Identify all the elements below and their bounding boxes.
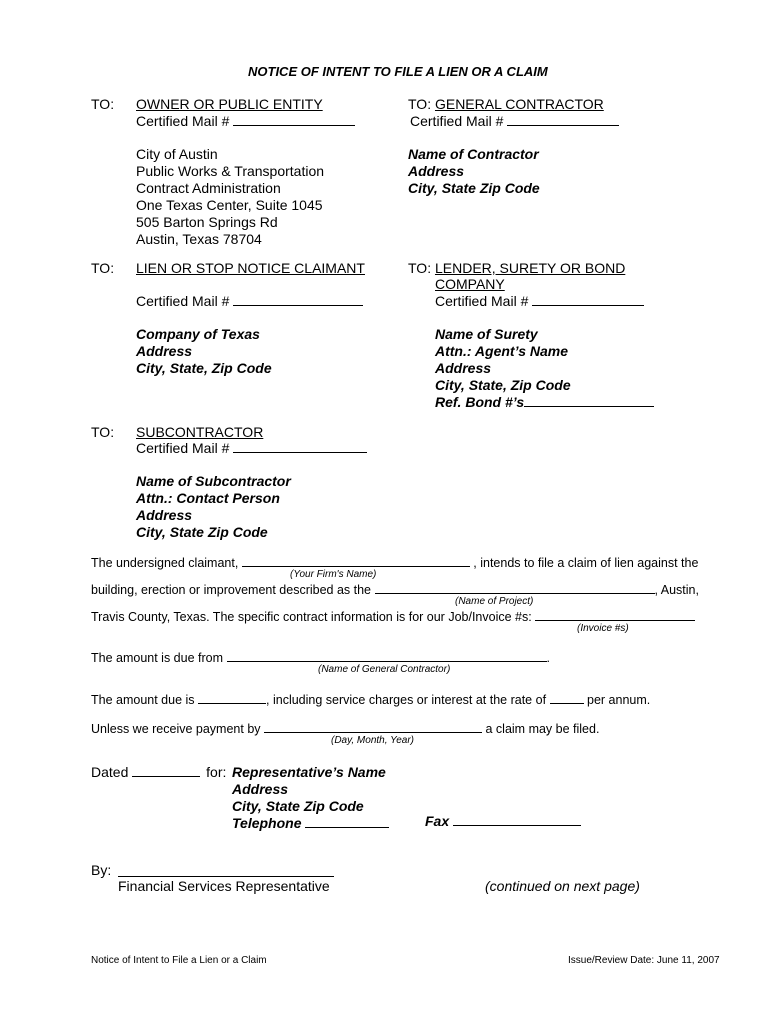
invoice-caption: (Invoice #s): [577, 623, 629, 634]
project-name-field[interactable]: [375, 581, 655, 594]
lender-address: [435, 326, 654, 411]
project-name-caption: (Name of Project): [455, 596, 534, 607]
claimant-certified-mail: [136, 293, 363, 310]
sub-certified-label: Certified Mail #: [136, 440, 230, 456]
sub-address-line: Attn.: Contact Person: [136, 490, 280, 506]
lender-address-line: City, State, Zip Code: [435, 377, 571, 393]
body-text: , Austin,: [654, 583, 699, 597]
claimant-address-line: Company of Texas: [136, 326, 260, 342]
owner-certified-mail: [136, 113, 355, 130]
footer-left: Notice of Intent to File a Lien or a Claim: [91, 955, 267, 966]
body-text: .: [546, 651, 550, 665]
to-label: TO:: [91, 424, 115, 440]
representative-city: City, State Zip Code: [232, 798, 364, 814]
sub-address: [136, 473, 291, 541]
lender-address-line: Address: [435, 360, 492, 376]
owner-address: [136, 146, 324, 248]
representative-address: Address: [232, 781, 289, 797]
interest-rate-field[interactable]: [550, 691, 584, 704]
owner-address-line: City of Austin: [136, 146, 218, 162]
to-label: TO:: [91, 260, 115, 276]
firm-name-field[interactable]: [242, 554, 470, 567]
representative-name: Representative’s Name: [232, 764, 386, 780]
body-text: The undersigned claimant,: [91, 556, 239, 570]
owner-address-line: One Texas Center, Suite 1045: [136, 197, 323, 213]
lender-heading-row: [408, 260, 625, 277]
dated-field[interactable]: [132, 764, 200, 777]
body-text: per annum.: [587, 693, 651, 707]
sub-address-line: Address: [136, 507, 193, 523]
lender-heading: LENDER, SURETY OR BOND: [434, 260, 626, 276]
owner-address-line: Contract Administration: [136, 180, 281, 196]
claimant-firm-row: [91, 554, 698, 571]
claimant-address-line: City, State, Zip Code: [136, 360, 272, 376]
claimant-address-line: Address: [136, 343, 193, 359]
lender-certified-field[interactable]: [532, 293, 644, 306]
owner-address-line: 505 Barton Springs Rd: [136, 214, 278, 230]
payment-date-caption: (Day, Month, Year): [331, 735, 414, 746]
sub-certified-field[interactable]: [233, 440, 367, 453]
body-text: The amount is due from: [91, 651, 224, 665]
invoice-field[interactable]: [535, 608, 695, 621]
fax-row: [425, 813, 581, 830]
sub-address-line: City, State Zip Code: [136, 524, 268, 540]
lender-bond-row: [435, 394, 654, 411]
telephone-row: [232, 815, 389, 832]
signature-field[interactable]: [118, 862, 334, 877]
lender-to-label: TO:: [408, 260, 432, 276]
sub-certified-mail: [136, 440, 367, 457]
project-row: [91, 581, 699, 598]
body-text: building, erection or improvement described as the: [91, 583, 372, 597]
body-text: a claim may be filed.: [485, 722, 600, 736]
gc-address-line: City, State Zip Code: [408, 180, 540, 196]
owner-heading: OWNER OR PUBLIC ENTITY: [136, 96, 323, 112]
gc-address-line: Address: [408, 163, 465, 179]
to-label: TO:: [91, 96, 115, 112]
footer-right: Issue/Review Date: June 11, 2007: [568, 955, 720, 966]
sub-address-line: Name of Subcontractor: [136, 473, 291, 489]
page-title: NOTICE OF INTENT TO FILE A LIEN OR A CLAIM: [248, 64, 548, 79]
subcontractor-heading: SUBCONTRACTOR: [136, 424, 264, 440]
lender-address-line: Name of Surety: [435, 326, 538, 342]
owner-certified-label: Certified Mail #: [136, 113, 230, 129]
gc-certified-field[interactable]: [507, 113, 619, 126]
lender-heading-2: COMPANY: [435, 276, 505, 292]
dated-for-label: for:: [206, 764, 227, 780]
telephone-field[interactable]: [305, 815, 389, 828]
gc-certified-mail: [410, 113, 619, 130]
owner-address-line: Austin, Texas 78704: [136, 231, 262, 247]
claimant-certified-field[interactable]: [233, 293, 363, 306]
dated-row: [91, 764, 226, 781]
signature-role: Financial Services Representative: [118, 878, 330, 894]
claimant-certified-label: Certified Mail #: [136, 293, 230, 309]
owner-address-line: Public Works & Transportation: [136, 163, 325, 179]
owner-certified-field[interactable]: [233, 113, 355, 126]
body-text: , including service charges or interest at the rate of: [266, 693, 547, 707]
amount-due-row: [91, 691, 650, 708]
representative-block: [232, 764, 389, 832]
gc-to-label: TO:: [408, 96, 432, 112]
claimant-heading: LIEN OR STOP NOTICE CLAIMANT: [136, 260, 365, 276]
body-text: The amount due is: [91, 693, 195, 707]
lender-address-line: Attn.: Agent’s Name: [435, 343, 569, 359]
gc-address: [408, 146, 540, 197]
general-contractor-field[interactable]: [227, 649, 547, 662]
fax-label: Fax: [425, 813, 450, 829]
fax-field[interactable]: [453, 813, 581, 826]
gc-name-caption: (Name of General Contractor): [318, 664, 451, 675]
by-label: By:: [91, 862, 112, 878]
firm-name-caption: (Your Firm's Name): [290, 569, 377, 580]
payment-date-field[interactable]: [264, 720, 482, 733]
body-text: Travis County, Texas. The specific contract information is for our Job/Invoice #s:: [91, 610, 532, 624]
continued-note: (continued on next page): [485, 878, 640, 894]
body-text: , intends to file a claim of lien against the: [473, 556, 699, 570]
lender-certified-mail: [435, 293, 644, 310]
telephone-label: Telephone: [232, 815, 302, 831]
gc-address-line: Name of Contractor: [408, 146, 539, 162]
dated-label: Dated: [91, 764, 129, 780]
gc-heading: GENERAL CONTRACTOR: [434, 96, 604, 112]
amount-field[interactable]: [198, 691, 266, 704]
claimant-address: [136, 326, 272, 377]
lender-bond-field[interactable]: [524, 394, 654, 407]
gc-heading-row: [408, 96, 604, 113]
body-text: Unless we receive payment by: [91, 722, 261, 736]
gc-certified-label: Certified Mail #: [410, 113, 504, 129]
lender-certified-label: Certified Mail #: [435, 293, 529, 309]
lender-bond-label: Ref. Bond #’s: [435, 394, 525, 410]
